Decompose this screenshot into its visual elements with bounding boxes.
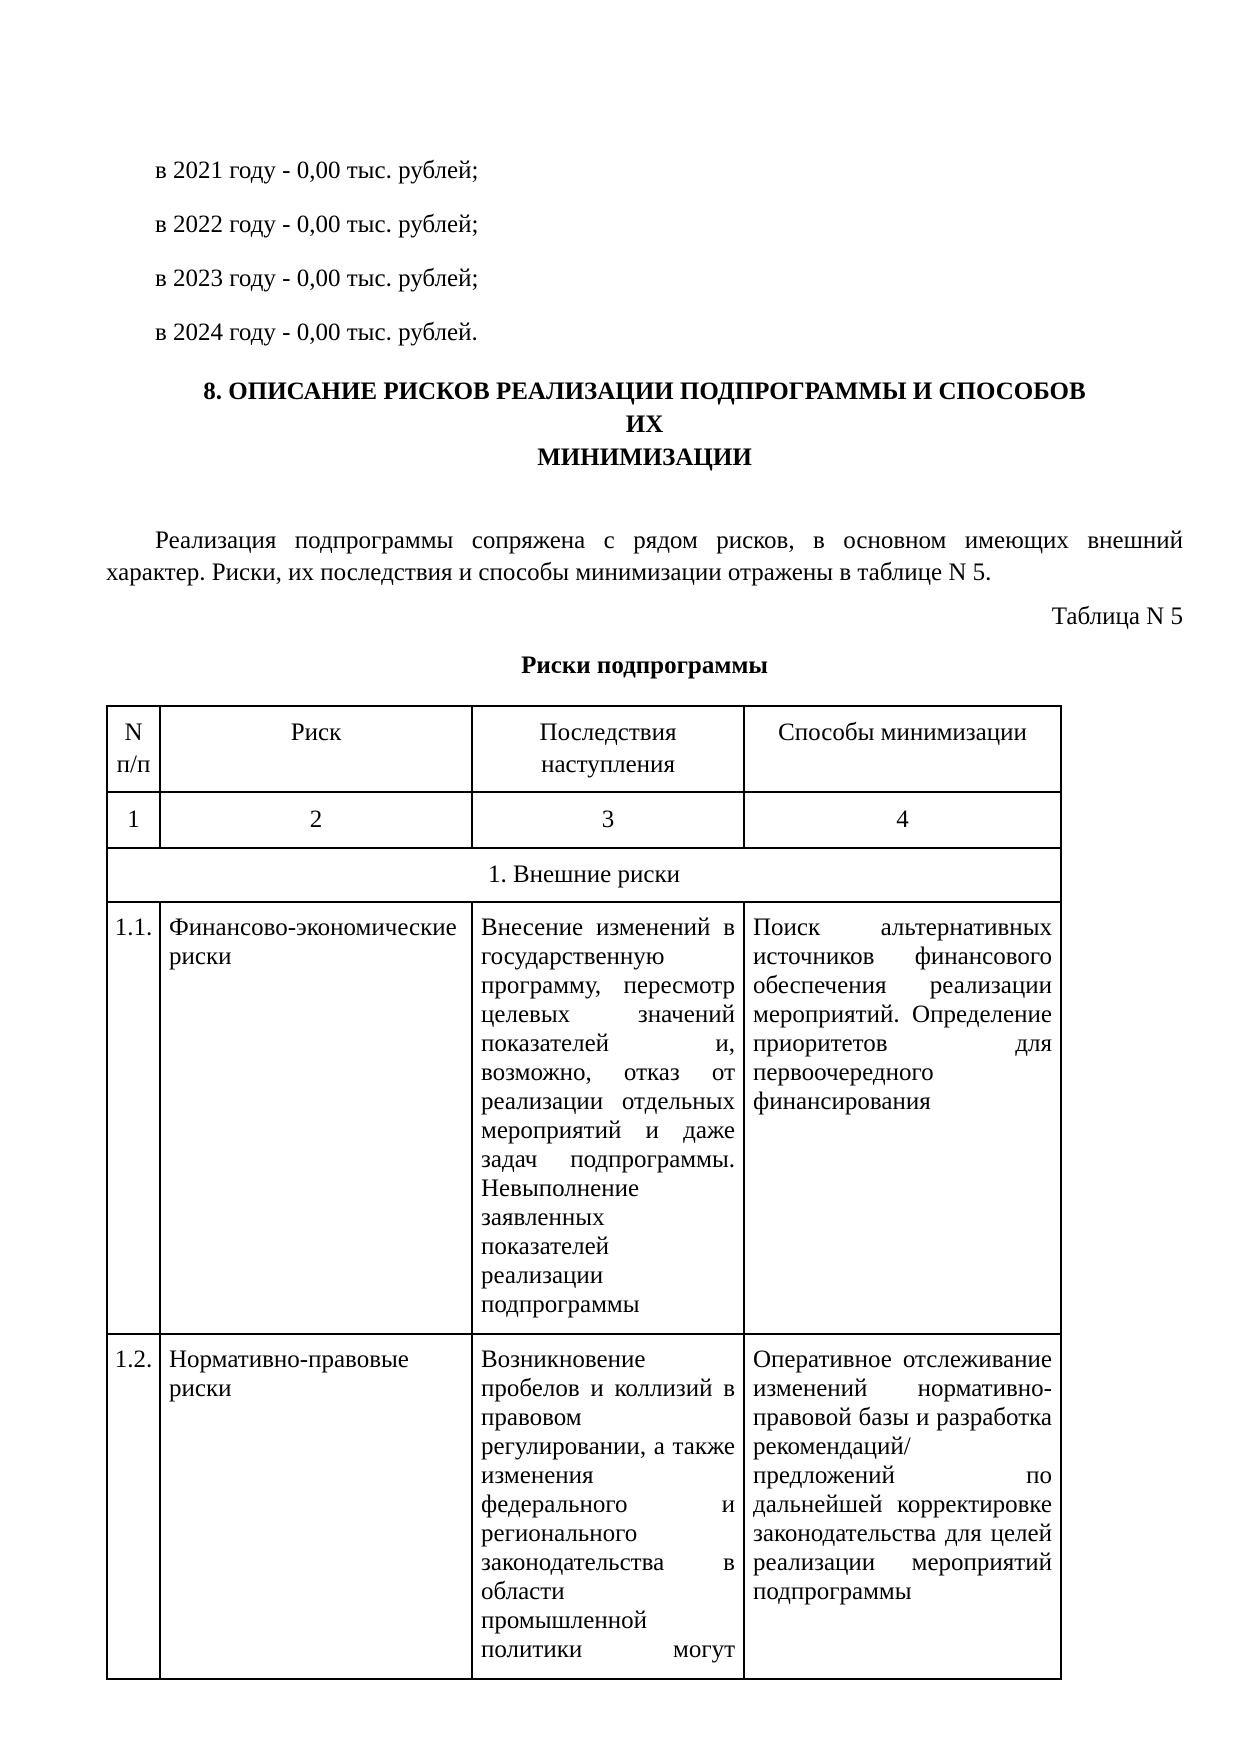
header-consequences-line-1: Последствия xyxy=(539,719,677,746)
table-header-row xyxy=(107,706,1061,792)
budget-line-2024: в 2024 году - 0,00 тыс. рублей. xyxy=(155,319,478,346)
section-heading xyxy=(106,375,1183,474)
budget-line-2022: в 2022 году - 0,00 тыс. рублей; xyxy=(155,211,479,238)
table-title: Риски подпрограммы xyxy=(521,652,768,679)
section-heading-line-2: ИХ xyxy=(625,411,664,438)
header-cell-num xyxy=(107,706,160,792)
header-num-line-1: N xyxy=(124,719,143,746)
intro-paragraph xyxy=(106,525,1183,589)
table-number-label: Таблица N 5 xyxy=(1051,603,1183,630)
column-numbers-row xyxy=(107,792,1061,848)
header-cell-consequences xyxy=(472,706,744,792)
table-row-1-1 xyxy=(107,902,1061,1334)
table-row-1-2 xyxy=(107,1334,1061,1679)
section-heading-line-1: 8. ОПИСАНИЕ РИСКОВ РЕАЛИЗАЦИИ ПОДПРОГРАММЫ И СПОСОБОВ xyxy=(203,378,1086,405)
column-number-4: 4 xyxy=(744,792,1061,848)
consequences-cell: Возникновение пробелов и коллизий в правовом регулировании, а также изменения федерального и регионального законодательства в области промышленной политики могут xyxy=(472,1334,744,1679)
header-num-line-2: п/п xyxy=(116,751,151,778)
risk-cell: Финансово-экономические риски xyxy=(160,902,472,1334)
minimization-cell: Поиск альтернативных источников финансового обеспечения реализации мероприятий. Определение приоритетов для первоочередного финансирования xyxy=(744,902,1061,1334)
external-risks-section-row xyxy=(107,848,1061,902)
column-number-2: 2 xyxy=(160,792,472,848)
minimization-cell: Оперативное отслеживание изменений нормативно-правовой базы и разработка рекомендаций/предложений по дальнейшей корректировке законодательства для целей реализации мероприятий подпрограммы xyxy=(744,1334,1061,1679)
header-cell-minimization: Способы минимизации xyxy=(744,706,1061,792)
section-heading-line-3: МИНИМИЗАЦИИ xyxy=(537,444,752,471)
header-cell-risk: Риск xyxy=(160,706,472,792)
row-number-cell: 1.2. xyxy=(107,1334,160,1679)
column-number-1: 1 xyxy=(107,792,160,848)
risks-table xyxy=(106,705,1062,1680)
intro-paragraph-line-1: Реализация подпрограммы сопряжена с рядом рисков, в основном имеющих внешний xyxy=(155,527,1183,554)
intro-paragraph-line-2: характер. Риски, их последствия и способы минимизации отражены в таблице N 5. xyxy=(106,559,992,586)
budget-line-2021: в 2021 году - 0,00 тыс. рублей; xyxy=(155,157,479,184)
section-row-cell: 1. Внешние риски xyxy=(107,848,1061,902)
row-number-cell: 1.1. xyxy=(107,902,160,1334)
column-number-3: 3 xyxy=(472,792,744,848)
header-consequences-line-2: наступления xyxy=(541,751,675,778)
risk-cell: Нормативно-правовые риски xyxy=(160,1334,472,1679)
budget-line-2023: в 2023 году - 0,00 тыс. рублей; xyxy=(155,265,479,292)
consequences-cell: Внесение изменений в государственную программу, пересмотр целевых значений показателей и, возможно, отказ от реализации отдельных мероприятий и даже задач подпрограммы. Невыполнение заявленных показателей реализации подпрограммы xyxy=(472,902,744,1334)
